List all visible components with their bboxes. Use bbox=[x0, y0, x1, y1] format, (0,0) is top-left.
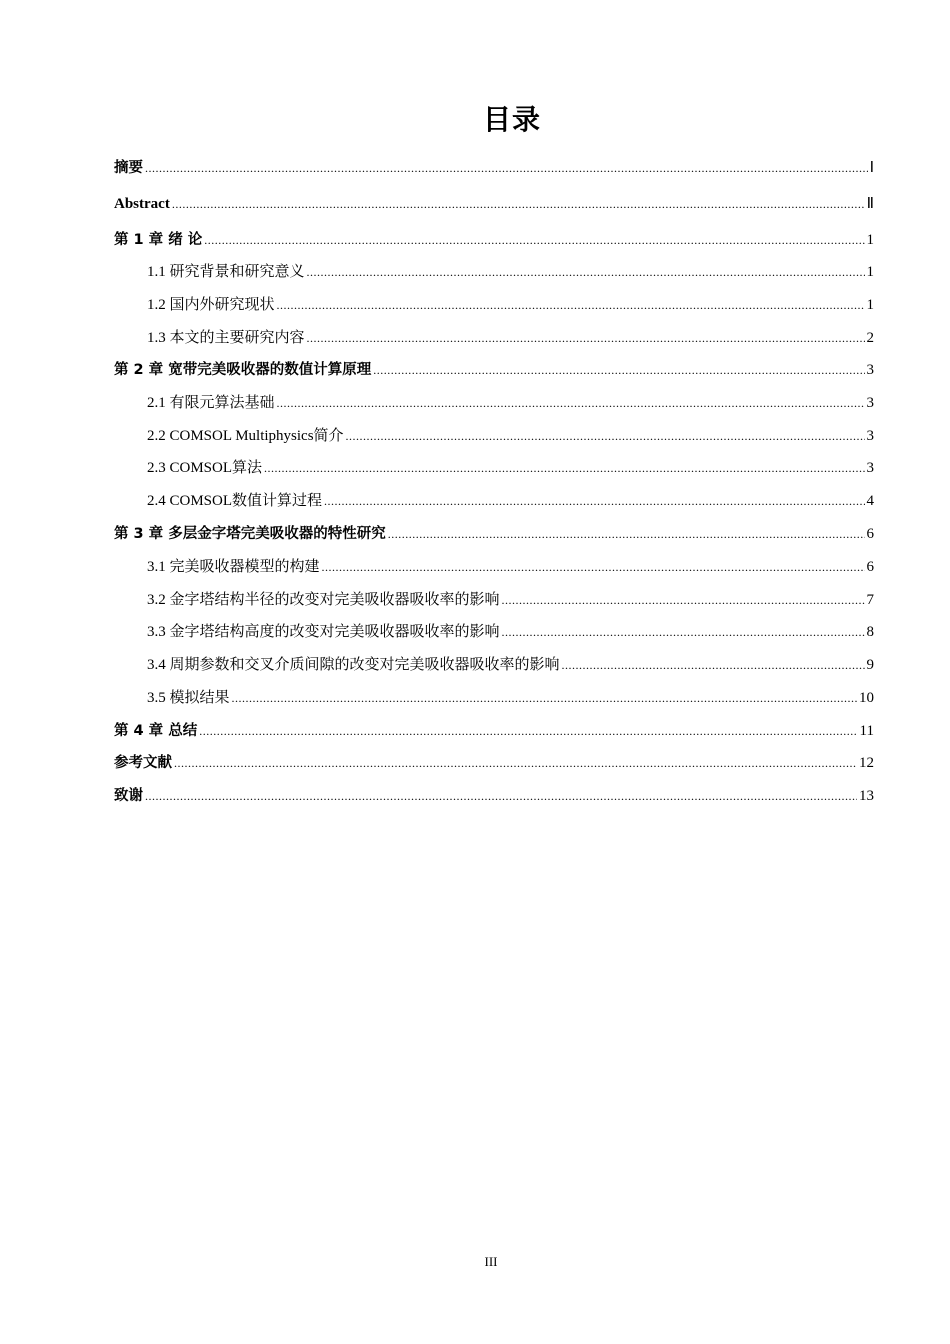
toc-entry-label: 2.2 COMSOL Multiphysics简介 bbox=[147, 428, 344, 444]
toc-entry-page: 3 bbox=[866, 395, 874, 411]
toc-dot-leader bbox=[502, 621, 865, 643]
toc-dot-leader bbox=[264, 457, 864, 479]
toc-entry-page: 10 bbox=[859, 690, 874, 706]
toc-entry-section-1-2[interactable] bbox=[147, 294, 874, 316]
toc-entry-section-3-1[interactable] bbox=[147, 556, 874, 578]
toc-entry-page: 12 bbox=[859, 755, 874, 771]
toc-entry-label: 3.5 模拟结果 bbox=[147, 690, 230, 706]
toc-entry-chapter-3[interactable] bbox=[114, 523, 874, 545]
toc-entry-abstract-en[interactable] bbox=[114, 193, 874, 215]
toc-entry-section-2-2[interactable] bbox=[147, 425, 874, 447]
toc-entry-page: 1 bbox=[866, 264, 874, 280]
toc-entry-label: 3.2 金字塔结构半径的改变对完美吸收器吸收率的影响 bbox=[147, 592, 500, 608]
toc-entry-label: 3.4 周期参数和交叉介质间隙的改变对完美吸收器吸收率的影响 bbox=[147, 657, 560, 673]
toc-entry-page: 8 bbox=[866, 624, 874, 640]
toc-entry-label: 第 4 章 总结 bbox=[114, 723, 198, 739]
toc-entry-chapter-2[interactable] bbox=[114, 359, 874, 381]
toc-entry-section-2-4[interactable] bbox=[147, 490, 874, 512]
toc-dot-leader bbox=[145, 785, 857, 807]
toc-dot-leader bbox=[373, 359, 864, 381]
toc-dot-leader bbox=[324, 490, 864, 512]
toc-entry-label: 第 3 章 多层金字塔完美吸收器的特性研究 bbox=[114, 526, 386, 542]
toc-entry-label: 2.4 COMSOL数值计算过程 bbox=[147, 493, 323, 509]
toc-entry-page: 1 bbox=[866, 297, 874, 313]
toc-entry-page: 13 bbox=[859, 788, 874, 804]
toc-entry-page: 11 bbox=[859, 723, 874, 739]
toc-entry-references[interactable] bbox=[114, 752, 874, 774]
toc-dot-leader bbox=[204, 229, 864, 251]
toc-entry-page: 4 bbox=[866, 493, 874, 509]
toc-entry-label: 第 2 章 宽带完美吸收器的数值计算原理 bbox=[114, 362, 372, 378]
toc-entry-page: 3 bbox=[866, 428, 874, 444]
toc-entry-abstract-cn[interactable] bbox=[114, 157, 874, 179]
toc-entry-label: 3.1 完美吸收器模型的构建 bbox=[147, 559, 320, 575]
toc-entry-section-3-2[interactable] bbox=[147, 589, 874, 611]
page-title: 目录 bbox=[482, 103, 541, 136]
toc-entry-label: 3.3 金字塔结构高度的改变对完美吸收器吸收率的影响 bbox=[147, 624, 500, 640]
toc-dot-leader bbox=[307, 261, 865, 283]
toc-entry-section-1-3[interactable] bbox=[147, 327, 874, 349]
toc-entry-section-2-1[interactable] bbox=[147, 392, 874, 414]
toc-dot-leader bbox=[277, 392, 865, 414]
toc-dot-leader bbox=[232, 687, 857, 709]
toc-entry-section-1-1[interactable] bbox=[147, 261, 874, 283]
toc-dot-leader bbox=[388, 523, 865, 545]
toc-entry-label: 1.3 本文的主要研究内容 bbox=[147, 330, 305, 346]
toc-entry-section-3-3[interactable] bbox=[147, 621, 874, 643]
toc-dot-leader bbox=[307, 327, 865, 349]
toc-dot-leader bbox=[277, 294, 865, 316]
toc-entry-page: 3 bbox=[866, 362, 874, 378]
toc-entry-label: 1.2 国内外研究现状 bbox=[147, 297, 275, 313]
toc-entry-page: 2 bbox=[866, 330, 874, 346]
toc-entry-label: 摘要 bbox=[114, 160, 143, 176]
toc-dot-leader bbox=[562, 654, 865, 676]
toc-dot-leader bbox=[145, 157, 868, 179]
toc-dot-leader bbox=[346, 425, 865, 447]
toc-entry-label: 参考文献 bbox=[114, 755, 172, 771]
toc-entry-page: Ⅱ bbox=[866, 196, 874, 212]
toc-entry-page: 1 bbox=[866, 232, 874, 248]
toc-entry-page: 7 bbox=[866, 592, 874, 608]
toc-entry-page: Ⅰ bbox=[869, 160, 874, 176]
toc-entry-label: Abstract bbox=[114, 196, 170, 212]
toc-entry-section-3-5[interactable] bbox=[147, 687, 874, 709]
footer-page-number: III bbox=[484, 1254, 498, 1269]
toc-entry-label: 致谢 bbox=[114, 788, 143, 804]
toc-entry-section-3-4[interactable] bbox=[147, 654, 874, 676]
toc-entry-page: 9 bbox=[866, 657, 874, 673]
toc-entry-label: 1.1 研究背景和研究意义 bbox=[147, 264, 305, 280]
toc-entry-chapter-1[interactable] bbox=[114, 229, 874, 251]
toc-entry-page: 6 bbox=[866, 526, 874, 542]
toc-dot-leader bbox=[172, 193, 865, 215]
toc-dot-leader bbox=[199, 720, 857, 742]
toc-dot-leader bbox=[174, 752, 857, 774]
toc-entry-page: 3 bbox=[866, 460, 874, 476]
toc-dot-leader bbox=[502, 589, 865, 611]
toc-entry-page: 6 bbox=[866, 559, 874, 575]
toc-entry-label: 2.3 COMSOL算法 bbox=[147, 460, 263, 476]
toc-entry-label: 第 1 章 绪 论 bbox=[114, 232, 203, 248]
toc-entry-chapter-4[interactable] bbox=[114, 720, 874, 742]
toc-entry-acknowledgements[interactable] bbox=[114, 785, 874, 807]
toc-dot-leader bbox=[322, 556, 865, 578]
toc-entry-label: 2.1 有限元算法基础 bbox=[147, 395, 275, 411]
toc-entry-section-2-3[interactable] bbox=[147, 457, 874, 479]
